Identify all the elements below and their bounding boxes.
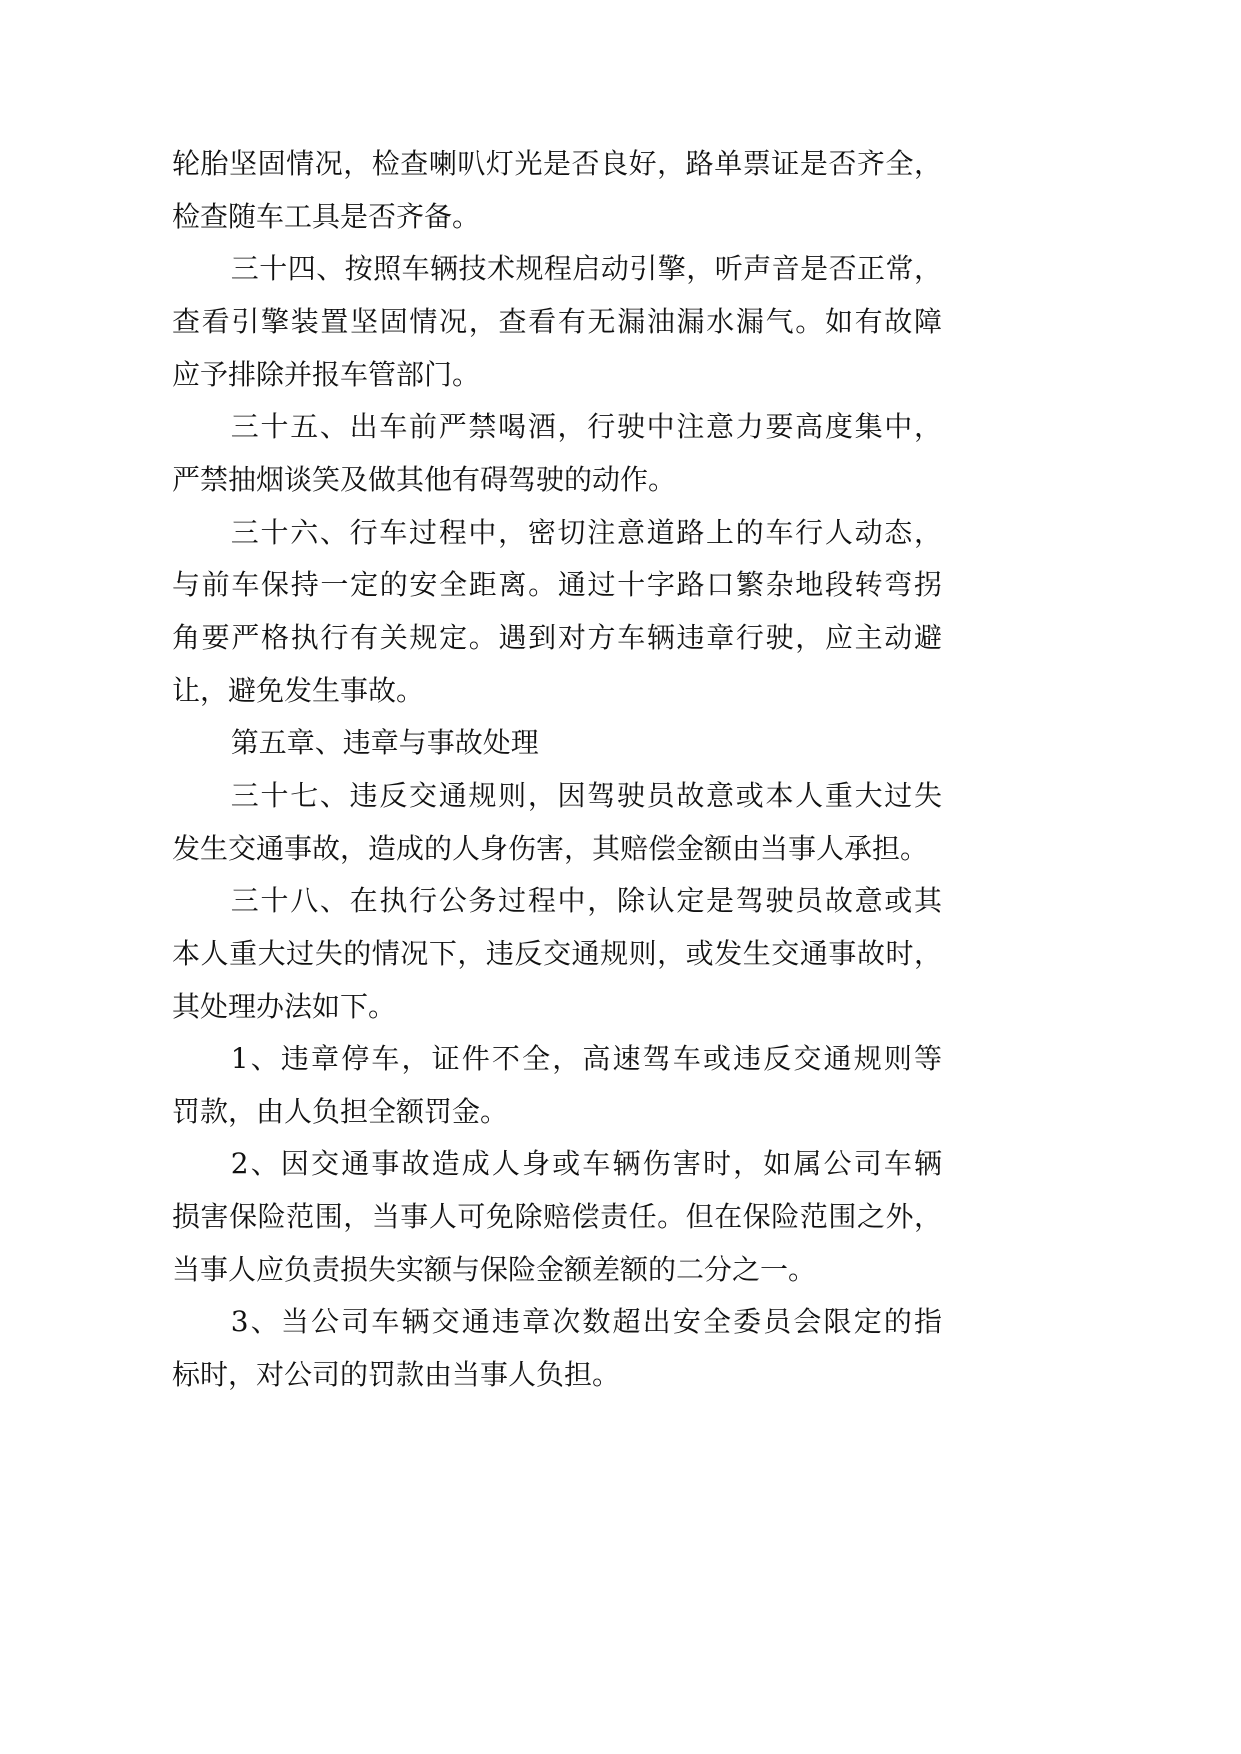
text-line: 本人重大过失的情况下，违反交通规则，或发生交通事故时， <box>172 936 942 970</box>
paragraph-3 <box>172 507 942 718</box>
paragraph-1 <box>172 243 942 401</box>
text-line: 2、因交通事故造成人身或车辆伤害时，如属公司车辆 <box>230 1147 942 1181</box>
text-line: 严禁抽烟谈笑及做其他有碍驾驶的动作。 <box>172 462 677 496</box>
text-line: 损害保险范围，当事人可免除赔偿责任。但在保险范围之外， <box>172 1200 942 1234</box>
text-line: 让，避免发生事故。 <box>172 673 425 707</box>
paragraph-7 <box>172 1033 942 1138</box>
text-line: 三十六、行车过程中，密切注意道路上的车行人动态， <box>230 515 942 549</box>
paragraph-2 <box>172 401 942 506</box>
paragraph-9 <box>172 1296 942 1401</box>
continued-paragraph <box>172 138 942 243</box>
text-line: 三十五、出车前严禁喝酒，行驶中注意力要高度集中， <box>230 410 942 444</box>
text-line: 标时，对公司的罚款由当事人负担。 <box>172 1358 621 1392</box>
text-line: 3、当公司车辆交通违章次数超出安全委员会限定的指 <box>230 1305 942 1339</box>
paragraph-4 <box>172 717 942 770</box>
text-line: 三十四、按照车辆技术规程启动引擎，听声音是否正常， <box>230 252 942 286</box>
text-line: 罚款，由人负担全额罚金。 <box>172 1094 509 1128</box>
text-line: 检查随车工具是否齐备。 <box>172 199 481 233</box>
text-line: 应予排除并报车管部门。 <box>172 357 481 391</box>
paragraph-6 <box>172 875 942 1033</box>
text-line: 1、违章停车，证件不全，高速驾车或违反交通规则等 <box>230 1042 942 1076</box>
text-line: 当事人应负责损失实额与保险金额差额的二分之一。 <box>172 1252 817 1286</box>
document-body <box>172 138 942 1402</box>
text-line: 发生交通事故，造成的人身伤害，其赔偿金额由当事人承担。 <box>172 831 929 865</box>
text-line: 第五章、违章与事故处理 <box>230 726 539 760</box>
paragraph-8 <box>172 1138 942 1296</box>
text-line: 轮胎坚固情况，检查喇叭灯光是否良好，路单票证是否齐全， <box>172 147 942 180</box>
text-line: 三十七、违反交通规则，因驾驶员故意或本人重大过失 <box>230 778 942 812</box>
text-line: 与前车保持一定的安全距离。通过十字路口繁杂地段转弯拐 <box>172 568 942 602</box>
text-line: 角要严格执行有关规定。遇到对方车辆违章行驶，应主动避 <box>172 620 942 654</box>
text-line: 其处理办法如下。 <box>172 989 397 1023</box>
text-line: 查看引擎装置坚固情况，查看有无漏油漏水漏气。如有故障 <box>172 304 942 338</box>
text-line: 三十八、在执行公务过程中，除认定是驾驶员故意或其 <box>230 884 942 918</box>
paragraph-5 <box>172 770 942 875</box>
